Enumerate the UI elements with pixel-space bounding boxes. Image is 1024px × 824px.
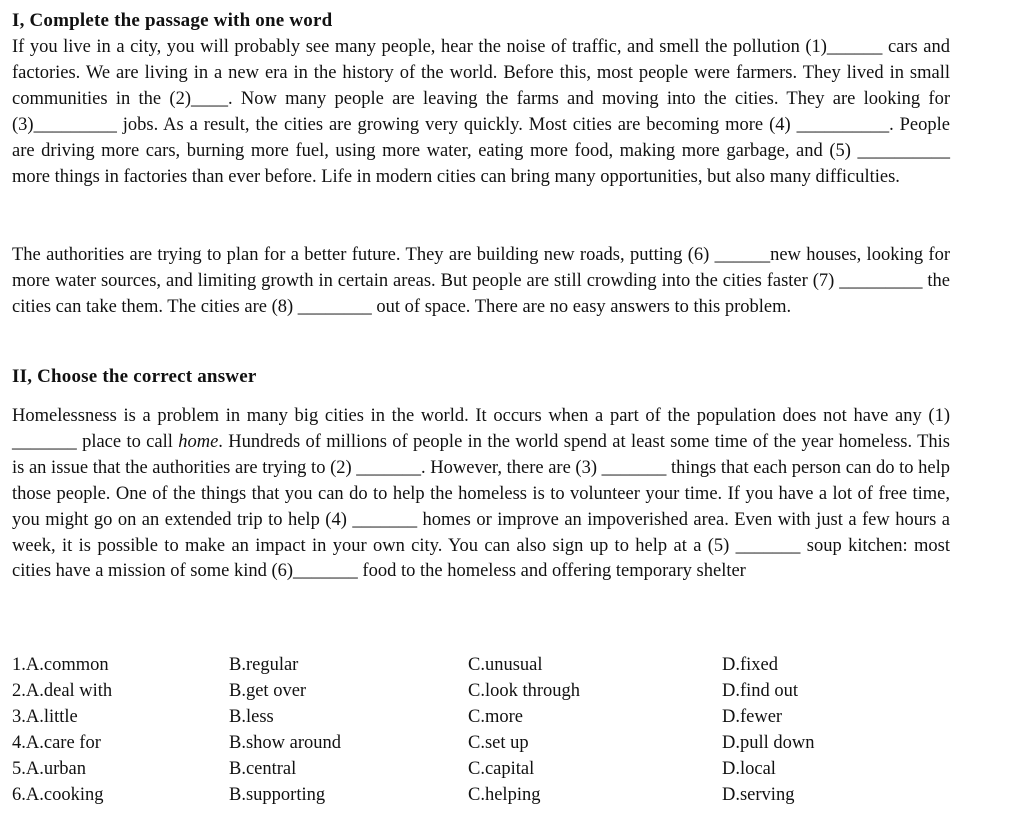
q4-option-a: 4.A.care for bbox=[12, 733, 101, 753]
passage-text-start: Homelessness is a problem in many big cities in the world. It occurs when a part of the population does not have any (1) _______ place to call bbox=[12, 406, 950, 452]
section-2-paragraph bbox=[12, 404, 950, 585]
question-5-options bbox=[12, 759, 1012, 785]
q2-option-a: 2.A.deal with bbox=[12, 681, 113, 701]
q2-option-d: D.find out bbox=[722, 681, 799, 701]
q3-option-a: 3.A.little bbox=[12, 707, 78, 727]
q2-option-c: C.look through bbox=[468, 681, 581, 701]
q1-option-d: D.fixed bbox=[722, 655, 778, 675]
question-4-options bbox=[12, 733, 1012, 759]
q2-option-b: B.get over bbox=[229, 681, 307, 701]
q6-option-a: 6.A.cooking bbox=[12, 785, 104, 805]
q5-option-d: D.local bbox=[722, 759, 776, 779]
question-1-options bbox=[12, 655, 1012, 681]
question-6-options bbox=[12, 785, 1012, 811]
passage-text-end: . Hundreds of millions of people in the world spend at least some time of the year homeless. This is an issue that the authorities are trying to (2) _______. However, there are (3) _______ things that each person can do to help those people. One of the things that you can do to help the homeless is to volunteer your time. If you have a lot of free time, you might go on an extended trip to help (4) _______ homes or improve an impoverished area. Even with just a few hours a week, it is possible to make an impact in your own city. You can also sign up to help at a (5) _______ soup kitchen: most cities have a mission of some kind (6)_______ food to the homeless and offering temporary shelter bbox=[12, 431, 950, 582]
q5-option-a: 5.A.urban bbox=[12, 759, 86, 779]
passage-word-home: home bbox=[178, 431, 219, 452]
q4-option-d: D.pull down bbox=[722, 733, 815, 753]
q3-option-d: D.fewer bbox=[722, 707, 783, 727]
section-1-heading: I, Complete the passage with one word bbox=[12, 10, 333, 31]
q3-option-b: B.less bbox=[229, 707, 274, 727]
q4-option-b: B.show around bbox=[229, 733, 342, 753]
q5-option-b: B.central bbox=[229, 759, 297, 779]
q6-option-b: B.supporting bbox=[229, 785, 326, 805]
q1-option-a: 1.A.common bbox=[12, 655, 109, 675]
question-3-options bbox=[12, 707, 1012, 733]
q1-option-b: B.regular bbox=[229, 655, 299, 675]
q3-option-c: C.more bbox=[468, 707, 523, 727]
question-2-options bbox=[12, 681, 1012, 707]
q5-option-c: C.capital bbox=[468, 759, 535, 779]
section-2-heading: II, Choose the correct answer bbox=[12, 366, 257, 387]
q6-option-d: D.serving bbox=[722, 785, 795, 805]
q6-option-c: C.helping bbox=[468, 785, 541, 805]
section-1-paragraph-2: The authorities are trying to plan for a better future. They are building new roads, putting (6) ______new houses, looking for more water sources, and limiting growth in certain areas. But people are still crowding into the cities faster (7) _________ the cities can take them. The cities are (8) ________ out of space. There are no easy answers to this problem. bbox=[12, 245, 950, 317]
q1-option-c: C.unusual bbox=[468, 655, 543, 675]
q4-option-c: C.set up bbox=[468, 733, 529, 753]
section-1-paragraph-1: If you live in a city, you will probably see many people, hear the noise of traffic, and smell the pollution (1)______ cars and factories. We are living in a new era in the history of the world. Before this, most people were farmers. They lived in small communities in the (2)____. Now many people are leaving the farms and moving into the cities. They are looking for (3)_________ jobs. As a result, the cities are growing very quickly. Most cities are becoming more (4) __________. People are driving more cars, burning more fuel, using more water, eating more food, making more garbage, and (5) __________ more things in factories than ever before. Life in modern cities can bring many opportunities, but also many difficulties. bbox=[12, 37, 950, 187]
